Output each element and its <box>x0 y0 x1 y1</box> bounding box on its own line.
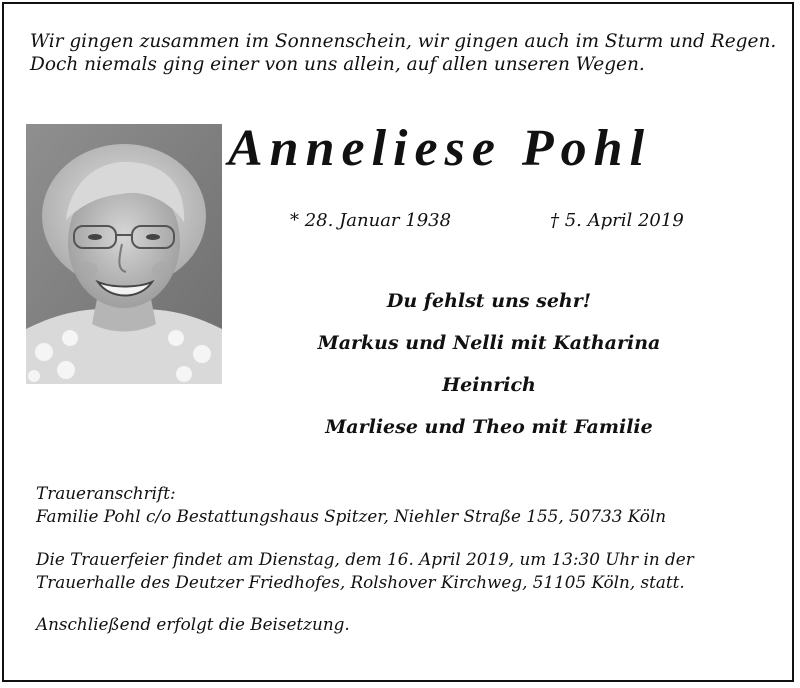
mourners-line: Marliese und Theo mit Familie <box>325 416 653 438</box>
mourners-line: Heinrich <box>442 374 536 396</box>
address-line: Familie Pohl c/o Bestattungshaus Spitzer, Niehler Straße 155, 50733 Köln <box>36 506 667 526</box>
birth-date: * 28. Januar 1938 <box>290 210 452 231</box>
mourners-line: Du fehlst uns sehr! <box>386 290 592 312</box>
burial-notice: Anschließend erfolgt die Beisetzung. <box>36 614 350 634</box>
mourners-line: Markus und Nelli mit Katharina <box>317 332 661 354</box>
death-date: † 5. April 2019 <box>550 210 684 231</box>
poem <box>30 30 777 76</box>
portrait-photo <box>26 124 222 384</box>
mourners-list <box>254 287 724 455</box>
ceremony-line: Trauerhalle des Deutzer Friedhofes, Rolshover Kirchweg, 51105 Köln, statt. <box>36 572 685 592</box>
poem-line: Wir gingen zusammen im Sonnenschein, wir gingen auch im Sturm und Regen. <box>30 31 777 52</box>
mourning-address <box>36 482 776 528</box>
address-label: Traueranschrift: <box>36 483 176 503</box>
ceremony-line: Die Trauerfeier findet am Dienstag, dem 16. April 2019, um 13:30 Uhr in der <box>36 549 694 569</box>
deceased-name: Anneliese Pohl <box>228 120 652 177</box>
poem-line: Doch niemals ging einer von uns allein, auf allen unseren Wegen. <box>30 54 645 75</box>
funeral-ceremony-notice <box>36 548 776 594</box>
obituary-frame <box>2 2 794 682</box>
